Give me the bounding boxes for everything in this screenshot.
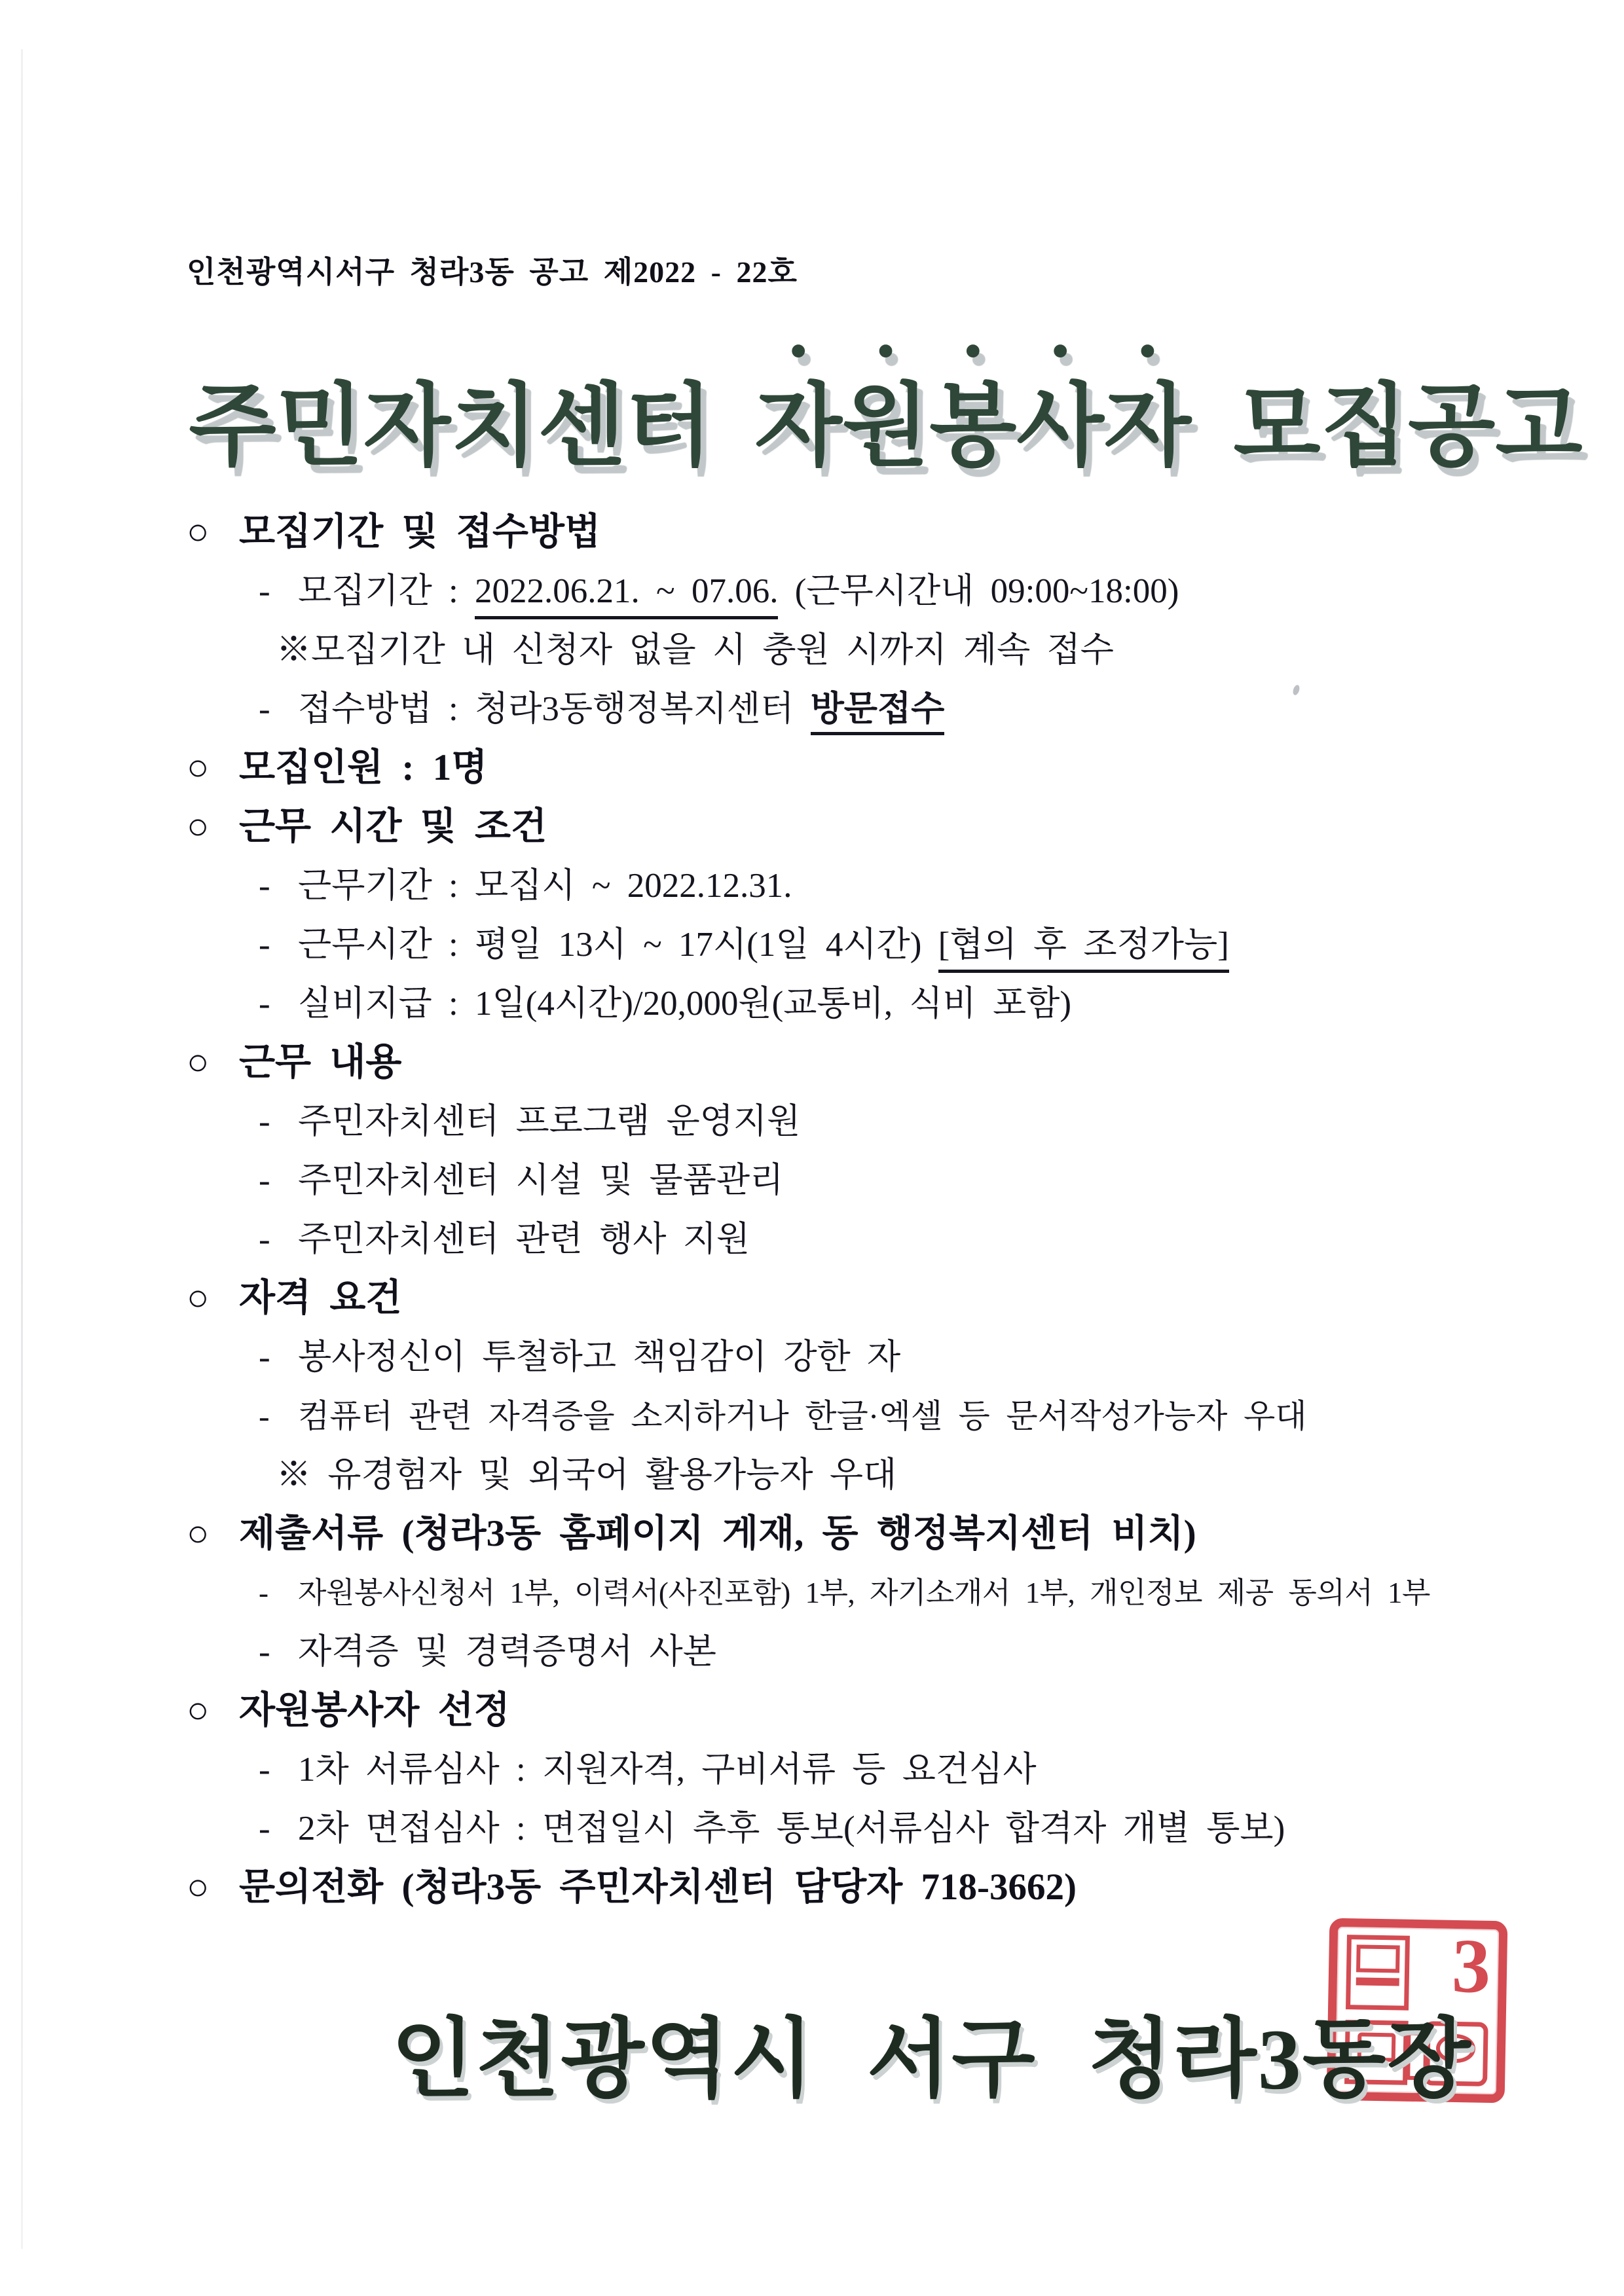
dash-bullet-icon: -	[259, 690, 270, 728]
dash-bullet-icon: -	[259, 926, 270, 964]
section-heading-text: 문의전화 (청라3동 주민자치센터 담당자 718-3662)	[239, 1867, 1077, 1908]
list-item-text: 2차 면접심사 : 면접일시 추후 통보(서류심사 합격자 개별 통보)	[298, 1810, 1285, 1848]
dash-bullet-icon: -	[259, 1102, 270, 1140]
circle-bullet-icon: ○	[187, 1277, 210, 1319]
section-heading-text: 자원봉사자 선정	[239, 1690, 510, 1731]
underlined-adjustable-note: [협의 후 조정가능]	[938, 926, 1229, 973]
doc-number: 인천광역시서구 청라3동 공고 제2022 - 22호	[187, 255, 798, 289]
circle-bullet-icon: ○	[187, 806, 210, 847]
list-item	[187, 1396, 1585, 1436]
list-item	[187, 1750, 1585, 1789]
dash-bullet-icon: -	[259, 867, 270, 905]
section-heading-work-content	[187, 1043, 1585, 1082]
dash-bullet-icon: -	[259, 1576, 268, 1609]
circle-bullet-icon: ○	[187, 1867, 210, 1908]
title-part3: 모집공고	[1233, 376, 1583, 477]
note-text: ※모집기간 내 신청자 없을 시 충원 시까지 계속 접수	[276, 631, 1114, 669]
note-item	[187, 630, 1585, 670]
list-item-text: 주민자치센터 프로그램 운영지원	[298, 1102, 801, 1140]
circle-bullet-icon: ○	[187, 747, 210, 788]
section-heading-documents	[187, 1514, 1585, 1554]
circle-bullet-icon: ○	[187, 1513, 210, 1554]
section-heading-text: 모집인원 : 1명	[239, 747, 488, 788]
list-item	[187, 1809, 1585, 1848]
section-heading-text: 근무 내용	[239, 1042, 402, 1083]
list-item-text: 접수방법 : 청라3동행정복지센터 방문접수	[298, 690, 944, 735]
dash-bullet-icon: -	[259, 1220, 270, 1258]
bold-underlined-visit-apply: 방문접수	[811, 690, 945, 735]
section-heading-text: 모집기간 및 접수방법	[239, 511, 601, 553]
section-heading-work-conditions	[187, 807, 1585, 847]
list-item-text: 컴퓨터 관련 자격증을 소지하거나 한글·엑셀 등 문서작성가능자 우대	[298, 1398, 1307, 1434]
list-item	[187, 1338, 1585, 1377]
title-part1: 주민자치센터	[189, 376, 713, 477]
underlined-date-range: 2022.06.21. ~ 07.06.	[475, 572, 778, 619]
page-title	[187, 325, 1585, 494]
list-item	[187, 1161, 1585, 1200]
list-item-text: 근무시간 : 평일 13시 ~ 17시(1일 4시간) [협의 후 조정가능]	[298, 926, 1229, 973]
list-item-text: 자원봉사신청서 1부, 이력서(사진포함) 1부, 자기소개서 1부, 개인정보 제공 동의서 1부	[298, 1576, 1431, 1609]
footer-signature: 인천광역시 서구 청라3동장	[391, 2011, 1472, 2107]
title-emphasized-word: 자원봉사자	[754, 376, 1192, 477]
list-item	[187, 689, 1585, 729]
list-item	[187, 866, 1585, 905]
list-item	[187, 925, 1585, 964]
circle-bullet-icon: ○	[187, 1690, 210, 1731]
note-text: ※ 유경험자 및 외국어 활용가능자 우대	[276, 1456, 897, 1494]
dash-bullet-icon: -	[259, 1161, 270, 1199]
section-heading-contact	[187, 1868, 1585, 1907]
list-item	[187, 1632, 1585, 1671]
dash-bullet-icon: -	[259, 1633, 270, 1671]
list-item-text: 주민자치센터 관련 행사 지원	[298, 1220, 750, 1258]
section-heading-headcount	[187, 748, 1585, 788]
list-item-text: 모집기간 : 2022.06.21. ~ 07.06. (근무시간내 09:00~18:00)	[298, 572, 1179, 619]
list-item-text: 1차 서류심사 : 지원자격, 구비서류 등 요건심사	[298, 1751, 1037, 1789]
dash-bullet-icon: -	[259, 572, 270, 610]
section-heading-selection	[187, 1691, 1585, 1730]
list-item-text: 실비지급 : 1일(4시간)/20,000원(교통비, 식비 포함)	[298, 985, 1072, 1023]
scan-artifact-line	[21, 49, 23, 2249]
circle-bullet-icon: ○	[187, 511, 210, 553]
list-item	[187, 572, 1585, 611]
list-item	[187, 1220, 1585, 1259]
list-item-text: 주민자치센터 시설 및 물품관리	[298, 1161, 784, 1199]
section-heading-qualifications	[187, 1279, 1585, 1318]
dash-bullet-icon: -	[259, 1810, 270, 1848]
dash-bullet-icon: -	[259, 1398, 270, 1434]
section-heading-text: 제출서류 (청라3동 홈페이지 게재, 동 행정복지센터 비치)	[239, 1513, 1196, 1554]
section-heading-text: 근무 시간 및 조건	[239, 806, 547, 847]
seal-digit: 3	[1451, 1922, 1492, 2009]
list-item-text: 근무기간 : 모집시 ~ 2022.12.31.	[298, 867, 792, 905]
note-item	[187, 1455, 1585, 1495]
list-item	[187, 1102, 1585, 1141]
dash-bullet-icon: -	[259, 1751, 270, 1789]
list-item-text: 봉사정신이 투철하고 책임감이 강한 자	[298, 1338, 901, 1376]
section-heading-text: 자격 요건	[239, 1277, 402, 1319]
dash-bullet-icon: -	[259, 1338, 270, 1376]
dash-bullet-icon: -	[259, 985, 270, 1023]
list-item	[187, 984, 1585, 1023]
section-heading-recruit-period	[187, 513, 1585, 552]
list-item	[187, 1573, 1585, 1613]
list-item-text: 자격증 및 경력증명서 사본	[298, 1633, 716, 1671]
circle-bullet-icon: ○	[187, 1042, 210, 1083]
